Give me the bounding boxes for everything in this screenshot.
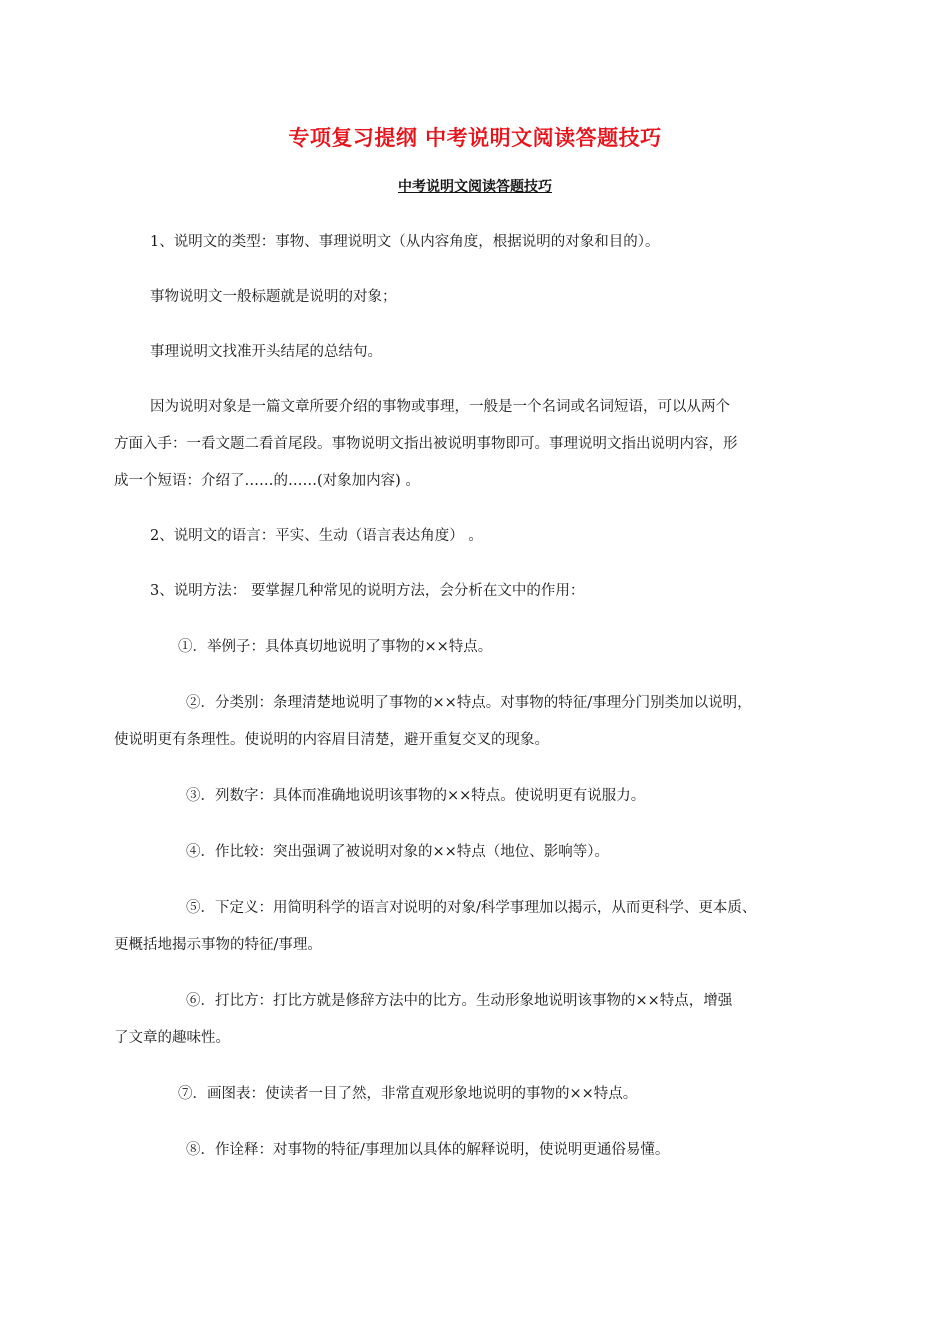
list-item: ⑥．打比方：打比方就是修辞方法中的比方。生动形象地说明该事物的××特点，增强 [186, 993, 733, 1009]
paragraph-line: 成一个短语：介绍了……的……(对象加内容) 。 [114, 473, 420, 489]
list-item: ③．列数字：具体而准确地说明该事物的××特点。使说明更有说服力。 [186, 788, 646, 804]
list-item: ①．举例子：具体真切地说明了事物的××特点。 [178, 639, 493, 655]
paragraph-line: 2、说明文的语言：平实、生动（语言表达角度） 。 [150, 528, 483, 544]
section-heading: 中考说明文阅读答题技巧 [398, 179, 552, 195]
page-title: 专项复习提纲 中考说明文阅读答题技巧 [288, 126, 662, 150]
paragraph-line: 1、说明文的类型：事物、事理说明文（从内容角度，根据说明的对象和目的）。 [150, 234, 660, 250]
list-item-continuation: 了文章的趣味性。 [114, 1030, 230, 1046]
paragraph-line: 事理说明文找准开头结尾的总结句。 [150, 344, 382, 360]
paragraph-line: 方面入手：一看文题二看首尾段。事物说明文指出被说明事物即可。事理说明文指出说明内容，形 [114, 436, 738, 452]
paragraph-line: 因为说明对象是一篇文章所要介绍的事物或事理，一般是一个名词或名词短语，可以从两个 [150, 399, 730, 415]
list-item: ⑧．作诠释：对事物的特征/事理加以具体的解释说明，使说明更通俗易懂。 [186, 1142, 670, 1158]
list-item: ②．分类别：条理清楚地说明了事物的××特点。对事物的特征/事理分门别类加以说明， [186, 695, 752, 711]
paragraph-line: 事物说明文一般标题就是说明的对象； [150, 289, 397, 305]
paragraph-line: 3、说明方法： 要掌握几种常见的说明方法，会分析在文中的作用： [150, 583, 585, 599]
list-item: ④．作比较：突出强调了被说明对象的××特点（地位、影响等）。 [186, 844, 610, 860]
list-item: ⑦．画图表：使读者一目了然，非常直观形象地说明的事物的××特点。 [178, 1086, 638, 1102]
list-item-continuation: 使说明更有条理性。使说明的内容眉目清楚，避开重复交叉的现象。 [114, 732, 549, 748]
list-item: ⑤．下定义：用简明科学的语言对说明的对象/科学事理加以揭示，从而更科学、更本质、 [186, 900, 757, 916]
list-item-continuation: 更概括地揭示事物的特征/事理。 [114, 937, 322, 953]
